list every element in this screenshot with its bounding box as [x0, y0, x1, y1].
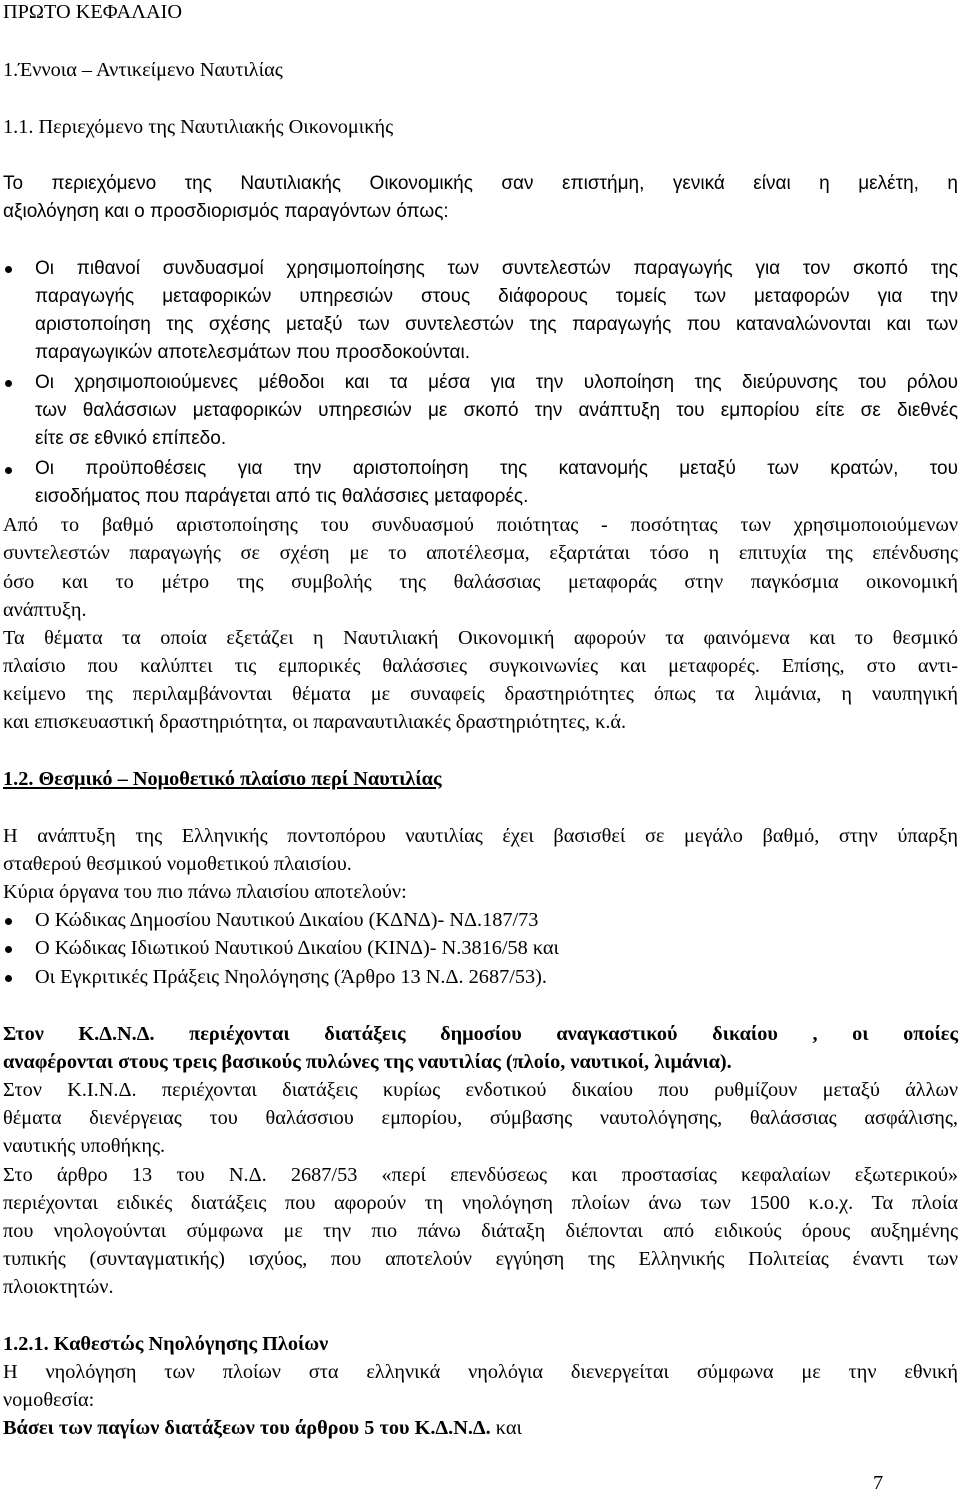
bullet-1-line: Οι πιθανοί συνδυασμοί χρησιμοποίησης των συντελεστών παραγωγής για τον σκοπό της	[35, 258, 958, 279]
paragraph-3-line: κείμενο της περιλαμβάνονται θέματα με συναφείς δραστηριότητες όπως τα λιμάνια, η ναυπηγική	[3, 683, 958, 705]
section-1-title: 1.Έννοια – Αντικείμενο Ναυτιλίας	[3, 59, 283, 81]
paragraph-4-line: Η ανάπτυξη της Ελληνικής ποντοπόρου ναυτιλίας έχει βασισθεί σε μεγάλο βαθμό, στην ύπαρξη	[3, 825, 958, 847]
paragraph-3-line: Τα θέματα τα οποία εξετάζει η Ναυτιλιακή Οικονομική αφορούν τα φαινόμενα και το θεσμικό	[3, 627, 958, 649]
section-1-1-title: 1.1. Περιεχόμενο της Ναυτιλιακής Οικονομικής	[3, 116, 394, 138]
paragraph-3-line: και επισκευαστική δραστηριότητα, οι παραναυτιλιακές δραστηριότητες, κ.ά.	[3, 711, 627, 733]
page-number: 7	[873, 1472, 884, 1494]
bullet-3-line: εισοδήματος που παράγεται από τις θαλάσσιες μεταφορές.	[35, 486, 529, 507]
bullet-2-line: είτε σε εθνικό επίπεδο.	[35, 428, 227, 449]
bullet-1-line: αριστοποίηση της σχέσης μεταξύ των συντελεστών της παραγωγής που καταναλώνονται και των	[35, 314, 958, 335]
bullet-dot	[5, 946, 12, 953]
section-1-2-1-title: 1.2.1. Καθεστώς Νηολόγησης Πλοίων	[3, 1333, 329, 1355]
section-1-2-title: 1.2. Θεσμικό – Νομοθετικό πλαίσιο περί Ναυτιλίας	[3, 768, 442, 790]
paragraph-2-line: συντελεστών παραγωγής σε σχέση με το αποτέλεσμα, εξαρτάται τόσο η επιτυχία της επένδυσης	[3, 542, 958, 564]
paragraph-5-line: ναυτικής υποθήκης.	[3, 1135, 166, 1157]
paragraph-3-line: πλαίσιο που καλύπτει τις εμπορικές θαλάσσιες συγκοινωνίες και μεταφορές. Επίσης, στο αντι-	[3, 655, 958, 677]
paragraph-6-line: Στο άρθρο 13 του Ν.Δ. 2687/53 «περί επενδύσεως και προστασίας κεφαλαίων εξωτερικού»	[3, 1164, 958, 1186]
bullet-dot	[5, 918, 12, 925]
chapter-title: ΠΡΩΤΟ ΚΕΦΑΛΑΙΟ	[3, 1, 183, 23]
bullet-dot	[5, 467, 12, 474]
last-line	[3, 1414, 522, 1442]
bullet-2-line: Οι χρησιμοποιούμενες μέθοδοι και τα μέσα για την υλοποίηση της διεύρυνσης του ρόλου	[35, 372, 958, 393]
bold-paragraph-line: Στον Κ.Δ.Ν.Δ. περιέχονται διατάξεις δημοσίου αναγκαστικού δικαίου , οι οποίες	[3, 1023, 958, 1045]
code-list-item: Ο Κώδικας Δημοσίου Ναυτικού Δικαίου (ΚΔΝΔ)- ΝΔ.187/73	[35, 909, 539, 931]
bullet-dot	[5, 975, 12, 982]
paragraph-7-line: νομοθεσία:	[3, 1389, 95, 1411]
paragraph-7-line: Η νηολόγηση των πλοίων στα ελληνικά νηολόγια διενεργείται σύμφωνα με την εθνική	[3, 1361, 958, 1383]
code-list-item: Οι Εγκριτικές Πράξεις Νηολόγησης (Άρθρο 13 Ν.Δ. 2687/53).	[35, 966, 547, 988]
bullet-2-line: των θαλάσσιων μεταφορικών υπηρεσιών με σκοπό την ανάπτυξη του εμπορίου είτε σε διεθνές	[35, 400, 958, 421]
paragraph-6-line: περιέχονται ειδικές διατάξεις που αφορούν τη νηολόγηση πλοίων άνω των 1500 κ.ο.χ. Τα πλοία	[3, 1192, 958, 1214]
paragraph-2-line: ανάπτυξη.	[3, 599, 87, 621]
last-line-normal: και	[490, 1417, 522, 1439]
bullet-dot	[5, 266, 12, 273]
paragraph-4-line: Κύρια όργανα του πιο πάνω πλαισίου αποτελούν:	[3, 881, 407, 903]
intro-line: Το περιεχόμενο της Ναυτιλιακής Οικονομικής σαν επιστήμη, γενικά είναι η μελέτη, η	[3, 173, 958, 194]
paragraph-4-line: σταθερού θεσμικού νομοθετικού πλαισίου.	[3, 853, 352, 875]
paragraph-6-line: τυπικής (συνταγματικής) ισχύος, που αποτελούν εγγύηση της Ελληνικής Πολιτείας έναντι των	[3, 1248, 958, 1270]
paragraph-5-line: θέματα διενέργειας του θαλάσσιου εμπορίου, σύμβασης ναυτολόγησης, θαλάσσιας ασφάλισης,	[3, 1107, 958, 1129]
paragraph-5-line: Στον Κ.Ι.Ν.Δ. περιέχονται διατάξεις κυρίως ενδοτικού δικαίου που ρυθμίζουν μεταξύ άλλων	[3, 1079, 958, 1101]
code-list-item: Ο Κώδικας Ιδιωτικού Ναυτικού Δικαίου (ΚΙΝΔ)- Ν.3816/58 και	[35, 937, 560, 959]
paragraph-2-line: όσο και το μέτρο της συμβολής της θαλάσσιας μεταφοράς στην παγκόσμια οικονομική	[3, 571, 958, 593]
bold-paragraph-line: αναφέρονται στους τρεις βασικούς πυλώνες της ναυτιλίας (πλοίο, ναυτικοί, λιμάνια).	[3, 1051, 732, 1073]
bullet-dot	[5, 380, 12, 387]
last-line-bold: Βάσει των παγίων διατάξεων του άρθρου 5 του Κ.Δ.Ν.Δ.	[3, 1417, 491, 1439]
intro-line: αξιολόγηση και ο προσδιορισμός παραγόντων όπως:	[3, 201, 449, 222]
bullet-1-line: παραγωγής μεταφορικών υπηρεσιών στους διάφορους τομείς των μεταφορών για την	[35, 286, 958, 307]
paragraph-6-line: που νηολογούνται σύμφωνα με την πιο πάνω διάταξη διέπονται από ειδικούς όρους αυξημένης	[3, 1220, 958, 1242]
bullet-1-line: παραγωγικών αποτελεσμάτων που προσδοκούνται.	[35, 342, 471, 363]
paragraph-6-line: πλοιοκτητών.	[3, 1276, 114, 1298]
bullet-3-line: Οι προϋποθέσεις για την αριστοποίηση της κατανομής μεταξύ των κρατών, του	[35, 458, 958, 479]
paragraph-2-line: Από το βαθμό αριστοποίησης του συνδυασμού ποιότητας - ποσότητας των χρησιμοποιούμενων	[3, 514, 958, 536]
